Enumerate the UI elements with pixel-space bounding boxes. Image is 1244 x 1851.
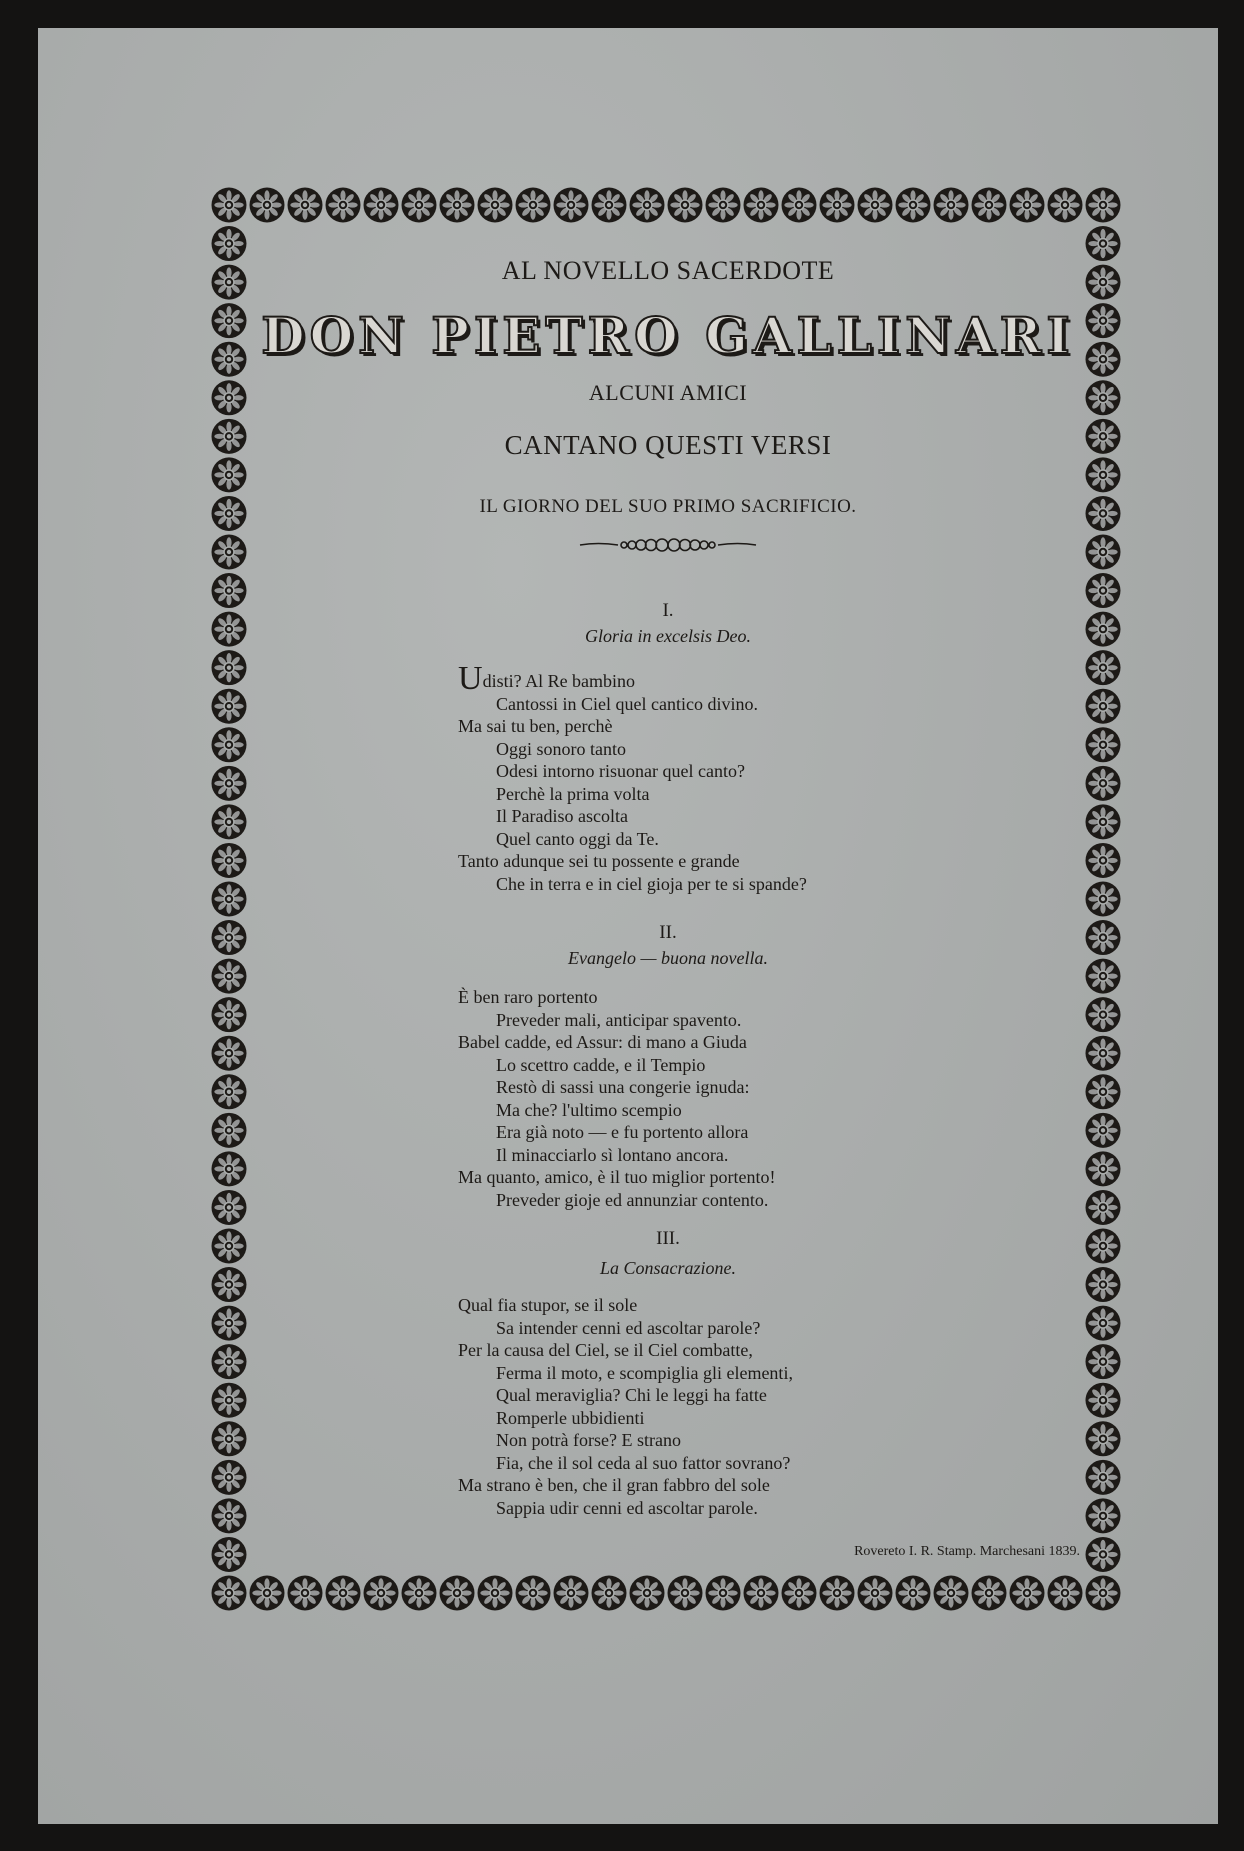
- verse-line: Ma strano è ben, che il gran fabbro del sole: [458, 1475, 770, 1495]
- broadside-content: [248, 228, 1088, 1588]
- rosette-icon: [1086, 380, 1121, 415]
- rosette-icon: [1086, 226, 1121, 261]
- rosette-icon: [554, 188, 589, 223]
- verse-line: Restò di sassi una congerie ignuda:: [496, 1077, 750, 1097]
- rosette-icon: [1086, 303, 1121, 338]
- verse-line: Fia, che il sol ceda al suo fattor sovrano?: [496, 1452, 791, 1473]
- rosette-icon: [1010, 188, 1045, 223]
- verse-line: Sa intender cenni ed ascoltar parole?: [496, 1317, 761, 1338]
- rosette-icon: [1086, 1074, 1121, 1109]
- rosette-icon: [1086, 1537, 1121, 1572]
- rosette-icon: [212, 959, 247, 994]
- rosette-icon: [1086, 1036, 1121, 1071]
- rosette-icon: [212, 1576, 247, 1611]
- rosette-icon: [1086, 997, 1121, 1032]
- rosette-icon: [212, 1151, 247, 1186]
- rosette-icon: [1086, 1113, 1121, 1148]
- rosette-icon: [630, 188, 665, 223]
- rosette-icon: [212, 226, 247, 261]
- rosette-icon: [1086, 573, 1121, 608]
- verses-line: CANTANO QUESTI VERSI: [504, 430, 832, 460]
- verse-line: Preveder mali, anticipar spavento.: [496, 1009, 742, 1030]
- verse-line: Romperle ubbidienti: [496, 1407, 645, 1428]
- verse-line: Ma sai tu ben, perchè: [458, 716, 613, 736]
- rosette-icon: [212, 689, 247, 724]
- verse-line: Quel canto oggi da Te.: [496, 828, 659, 849]
- rosette-icon: [478, 188, 513, 223]
- rosette-icon: [212, 1113, 247, 1148]
- section-1-numeral: I.: [662, 600, 674, 621]
- rosette-icon: [212, 843, 247, 878]
- rosette-icon: [212, 457, 247, 492]
- rosette-icon: [212, 188, 247, 223]
- rosette-icon: [250, 188, 285, 223]
- verse-line: Udisti? Al Re bambino: [458, 660, 636, 697]
- rosette-icon: [516, 188, 551, 223]
- verse-line: Oggi sonoro tanto: [496, 738, 626, 759]
- rosette-icon: [212, 1036, 247, 1071]
- verse-line: Il Paradiso ascolta: [496, 806, 628, 826]
- rosette-icon: [592, 188, 627, 223]
- rosette-icon: [212, 535, 247, 570]
- rosette-icon: [668, 188, 703, 223]
- section-2-subtitle: Evangelo — buona novella.: [568, 948, 768, 968]
- rosette-icon: [1086, 689, 1121, 724]
- verse-line: Ma quanto, amico, è il tuo miglior portento!: [458, 1167, 776, 1187]
- rosette-icon: [212, 650, 247, 685]
- rosette-icon: [1086, 1229, 1121, 1264]
- verse-line: Che in terra e in ciel gioja per te si spande?: [496, 873, 807, 894]
- rosette-icon: [212, 1229, 247, 1264]
- rosette-icon: [1086, 457, 1121, 492]
- rosette-icon: [1086, 650, 1121, 685]
- verse-line: Cantossi in Ciel quel cantico divino.: [496, 693, 758, 714]
- rosette-icon: [1086, 535, 1121, 570]
- verse-line: Babel cadde, ed Assur: di mano a Giuda: [458, 1032, 747, 1052]
- verse-line: Era già noto — e fu portento allora: [496, 1122, 749, 1142]
- rosette-icon: [1086, 1460, 1121, 1495]
- rosette-icon: [212, 997, 247, 1032]
- verse-line: Qual meraviglia? Chi le leggi ha fatte: [496, 1385, 767, 1405]
- rosette-icon: [212, 342, 247, 377]
- verse-line: Preveder gioje ed annunziar contento.: [496, 1189, 769, 1210]
- rosette-icon: [212, 1421, 247, 1456]
- rosette-icon: [212, 1190, 247, 1225]
- rosette-icon: [1086, 1306, 1121, 1341]
- rosette-icon: [1086, 1267, 1121, 1302]
- rosette-icon: [212, 1537, 247, 1572]
- stanza-1: [458, 660, 807, 895]
- rosette-icon: [212, 1498, 247, 1533]
- rosette-icon: [1086, 1151, 1121, 1186]
- rosette-icon: [1086, 188, 1121, 223]
- rosette-icon: [1086, 766, 1121, 801]
- verse-line: Odesi intorno risuonar quel canto?: [496, 761, 745, 781]
- rosette-icon: [1086, 882, 1121, 917]
- rosette-icon: [1086, 1421, 1121, 1456]
- rosette-icon: [288, 188, 323, 223]
- rosette-icon: [212, 1460, 247, 1495]
- rosette-icon: [1086, 843, 1121, 878]
- rosette-icon: [402, 188, 437, 223]
- rosette-icon: [1086, 612, 1121, 647]
- honoree-name: DON PIETRO GALLINARI: [261, 306, 1075, 365]
- rosette-icon: [212, 1383, 247, 1418]
- rosette-icon: [364, 188, 399, 223]
- rosette-icon: [934, 188, 969, 223]
- verse-line: Per la causa del Ciel, se il Ciel combatte,: [458, 1340, 753, 1360]
- stanza-3: [458, 1294, 793, 1519]
- rosette-icon: [212, 380, 247, 415]
- printer-imprint: Rovereto I. R. Stamp. Marchesani 1839.: [854, 1544, 1080, 1559]
- rosette-icon: [744, 188, 779, 223]
- section-3-subtitle: La Consacrazione.: [599, 1258, 736, 1278]
- rosette-icon: [1086, 1498, 1121, 1533]
- verse-line: È ben raro portento: [458, 987, 598, 1007]
- rosette-icon: [212, 1344, 247, 1379]
- rosette-icon: [212, 1267, 247, 1302]
- rosette-icon: [440, 188, 475, 223]
- verse-line: Ma che? l'ultimo scempio: [496, 1099, 682, 1120]
- rosette-icon: [212, 920, 247, 955]
- rosette-icon: [1086, 1383, 1121, 1418]
- rosette-icon: [1086, 959, 1121, 994]
- flourish-ornament-icon: [578, 534, 758, 556]
- rosette-icon: [212, 1074, 247, 1109]
- rosette-icon: [326, 188, 361, 223]
- rosette-icon: [1086, 1576, 1121, 1611]
- verse-line: Perchè la prima volta: [496, 783, 650, 804]
- rosette-icon: [1086, 419, 1121, 454]
- section-2-numeral: II.: [659, 922, 677, 943]
- section-3-numeral: III.: [656, 1228, 680, 1249]
- rosette-icon: [212, 727, 247, 762]
- verse-line: Lo scettro cadde, e il Tempio: [496, 1054, 706, 1075]
- rosette-icon: [1048, 188, 1083, 223]
- occasion-line: IL GIORNO DEL SUO PRIMO SACRIFICIO.: [479, 496, 857, 517]
- rosette-icon: [1086, 920, 1121, 955]
- dedication-line: AL NOVELLO SACERDOTE: [501, 256, 835, 285]
- verse-line: Il minacciarlo sì lontano ancora.: [496, 1144, 729, 1165]
- rosette-icon: [1086, 1190, 1121, 1225]
- rosette-icon: [1086, 1344, 1121, 1379]
- rosette-icon: [820, 188, 855, 223]
- rosette-icon: [212, 804, 247, 839]
- verse-line: Ferma il moto, e scompiglia gli elementi,: [496, 1362, 793, 1383]
- rosette-icon: [706, 188, 741, 223]
- verse-line: Non potrà forse? E strano: [496, 1430, 681, 1450]
- verse-line: Sappia udir cenni ed ascoltar parole.: [496, 1497, 758, 1518]
- rosette-icon: [212, 882, 247, 917]
- drop-cap: U: [458, 660, 483, 697]
- rosette-icon: [1086, 342, 1121, 377]
- rosette-icon: [1086, 727, 1121, 762]
- rosette-icon: [212, 573, 247, 608]
- friends-line: ALCUNI AMICI: [588, 380, 748, 405]
- rosette-icon: [972, 188, 1007, 223]
- rosette-icon: [1086, 804, 1121, 839]
- verse-line: Qual fia stupor, se il sole: [458, 1295, 638, 1315]
- rosette-icon: [896, 188, 931, 223]
- rosette-icon: [858, 188, 893, 223]
- stanza-2: [458, 986, 775, 1211]
- section-1-subtitle: Gloria in excelsis Deo.: [585, 626, 751, 646]
- rosette-icon: [1086, 265, 1121, 300]
- rosette-icon: [212, 1306, 247, 1341]
- paper-sheet: [38, 28, 1218, 1824]
- rosette-icon: [212, 612, 247, 647]
- rosette-icon: [212, 265, 247, 300]
- rosette-icon: [782, 188, 817, 223]
- rosette-icon: [212, 303, 247, 338]
- rosette-icon: [1086, 496, 1121, 531]
- rosette-icon: [212, 496, 247, 531]
- rosette-icon: [212, 419, 247, 454]
- verse-line: Tanto adunque sei tu possente e grande: [458, 851, 740, 871]
- rosette-icon: [212, 766, 247, 801]
